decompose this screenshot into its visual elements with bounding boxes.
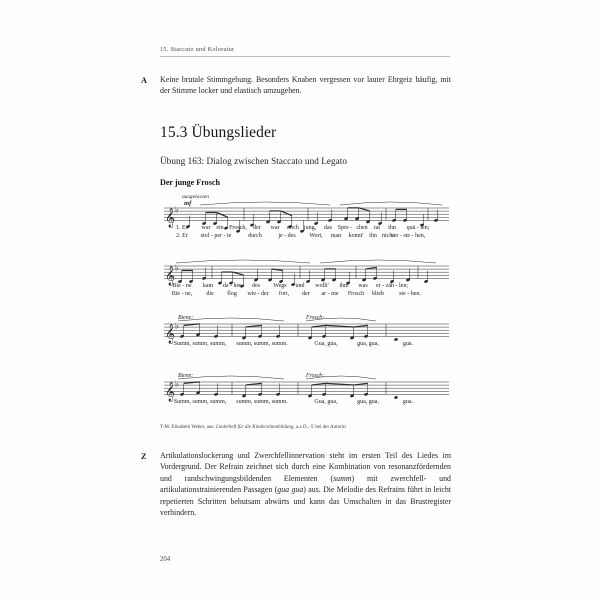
lyric-syllable: was	[358, 283, 368, 290]
lyric-syllable: noch	[287, 225, 299, 232]
lyric-syllable: flog	[227, 290, 237, 297]
lyric-syllable: gua, gua,	[357, 341, 379, 348]
lyric-line	[160, 399, 451, 407]
lyric-syllable: des	[252, 283, 260, 290]
paragraph-z-italic1: summ	[333, 473, 352, 483]
running-head-rule	[160, 56, 450, 57]
margin-marker-z: Z	[141, 452, 147, 461]
lyric-syllable: er - zäh - len;	[376, 283, 408, 290]
lyric-syllable: blieb	[372, 290, 384, 297]
paragraph-a: Keine brutale Stimmgebung. Besonders Knaben vergessen vor lauter Ehrgeiz häufig, mit der Stimme locker und elastisch umzugehen.	[160, 75, 451, 96]
lyric-line	[160, 233, 451, 241]
lyric-line	[160, 341, 451, 349]
lyric-syllable: 2. Er	[176, 232, 188, 239]
running-head: 15. Staccato und Koloratur	[160, 46, 235, 53]
svg-text:𝄞: 𝄞	[165, 382, 176, 402]
svg-text:♭: ♭	[175, 321, 180, 332]
exercise-heading: Übung 163: Dialog zwischen Staccato und Legato	[160, 156, 348, 166]
lyric-syllable: chen	[356, 225, 368, 232]
lyric-syllable: Bie - ne,	[171, 290, 193, 297]
lyric-syllable: je - des	[278, 232, 296, 239]
svg-text:𝄞: 𝄞	[165, 266, 176, 286]
lyric-syllable: ver - ste - hen,	[390, 232, 426, 239]
svg-text:𝄞: 𝄞	[165, 208, 176, 228]
song-title: Der junge Frosch	[160, 178, 220, 187]
lyric-syllable: tat	[374, 225, 380, 232]
lyric-syllable: Frosch	[347, 290, 365, 297]
paragraph-z-italic2: gua gua	[277, 485, 304, 495]
lyric-syllable: war	[201, 225, 211, 232]
lyric-syllable: quä - len;	[406, 225, 430, 232]
lyric-syllable: das	[324, 225, 332, 232]
lyric-syllable: gua.	[402, 399, 414, 406]
paragraph-z-part2: ) mit zwerchfell- und artikulationstrainierenden Passagen (	[160, 473, 451, 495]
lyric-syllable: gua.	[402, 341, 414, 348]
paragraph-z	[160, 450, 451, 518]
svg-text:♭: ♭	[175, 263, 180, 274]
lyric-syllable: Wegs	[273, 283, 287, 290]
svg-text:♭: ♭	[175, 379, 180, 390]
lyric-syllable: stol - per - te	[200, 232, 232, 239]
lyric-syllable: da - her	[222, 283, 242, 290]
lyric-syllable: man	[330, 232, 342, 239]
lyric-syllable: Gua, gua,	[314, 341, 338, 348]
lyric-syllable: wie - der	[247, 290, 269, 297]
voice-label-frosch: Frosch:	[306, 373, 325, 379]
source-attribution	[160, 425, 460, 430]
lyric-syllable: war	[270, 225, 280, 232]
paragraph-z-part1: Artikulationslockerung und Zwerchfellinnervation steht im ersten Teil des Liedes im Vordergrund. Der Refrain zeichnet sich durch eine Kombination von resonanzfördernden und randschwingungsbildenden Elementen (	[160, 451, 451, 483]
attribution-suffix: , a.a.O., © bei der Autorin	[293, 425, 346, 430]
voice-label-frosch: Frosch:	[306, 315, 325, 321]
lyric-syllable: jung,	[303, 225, 317, 232]
lyric-syllable: ste - hen.	[399, 290, 421, 297]
lyric-syllable: ar - me	[321, 290, 339, 297]
dynamic-marking: mf	[184, 200, 192, 207]
lyric-syllable: Bie - ne	[172, 283, 192, 290]
lyric-syllable: die	[206, 290, 214, 297]
lyric-syllable: Frosch,	[229, 225, 247, 232]
lyric-syllable: Gua, gua,	[314, 399, 338, 406]
lyric-syllable: 1. Es	[176, 225, 188, 232]
lyric-syllable: Spre -	[337, 225, 353, 232]
attribution-title: Liederheft für die Kinderstimmbildung	[215, 425, 294, 430]
lyric-syllable: gua, gua,	[357, 399, 379, 406]
lyric-syllable: durch	[248, 232, 262, 239]
svg-text:𝄞: 𝄞	[165, 324, 176, 344]
lyric-syllable: summ, summ, summ.	[236, 341, 288, 348]
lyric-syllable: ihm	[339, 283, 349, 290]
lyric-syllable: konnt'	[348, 232, 364, 239]
voice-label-biene: Biene:	[178, 315, 194, 321]
running-head-container	[160, 46, 450, 57]
section-heading: 15.3 Übungslieder	[160, 124, 277, 141]
page-number: 204	[160, 556, 171, 563]
margin-marker-a: A	[141, 76, 147, 85]
music-notation-block	[160, 194, 451, 424]
lyric-syllable: der	[253, 225, 261, 232]
lyric-syllable: ihn	[369, 232, 377, 239]
tempo-marking: ausgelassen	[182, 194, 210, 200]
lyric-syllable: ihn	[388, 225, 396, 232]
lyric-line	[160, 291, 451, 299]
lyric-syllable: wollt'	[315, 283, 329, 290]
paragraph-z-part3: ) aus. Die Melodie des Refrains führt in leicht repetierten Schritten behutsam abwärts und kann das Umschalten in das Brustregister verhindern.	[160, 485, 451, 518]
lyric-syllable: nicht	[382, 232, 394, 239]
lyric-syllable: fort,	[278, 290, 290, 297]
lyric-syllable: der	[302, 290, 310, 297]
lyric-syllable: ein	[216, 225, 224, 232]
lyric-syllable: kam	[202, 283, 214, 290]
lyric-syllable: summ, summ, summ.	[236, 399, 288, 406]
lyric-syllable: Summ, summ, summ,	[173, 341, 227, 348]
lyric-syllable: Wort,	[309, 232, 323, 239]
voice-label-biene: Biene:	[178, 373, 194, 379]
attribution-prefix: T/M: Elisabeth Weber, aus:	[160, 425, 216, 430]
lyric-syllable: Summ, summ, summ,	[173, 399, 227, 406]
svg-text:♭: ♭	[175, 205, 180, 216]
lyric-syllable: und	[295, 283, 305, 290]
